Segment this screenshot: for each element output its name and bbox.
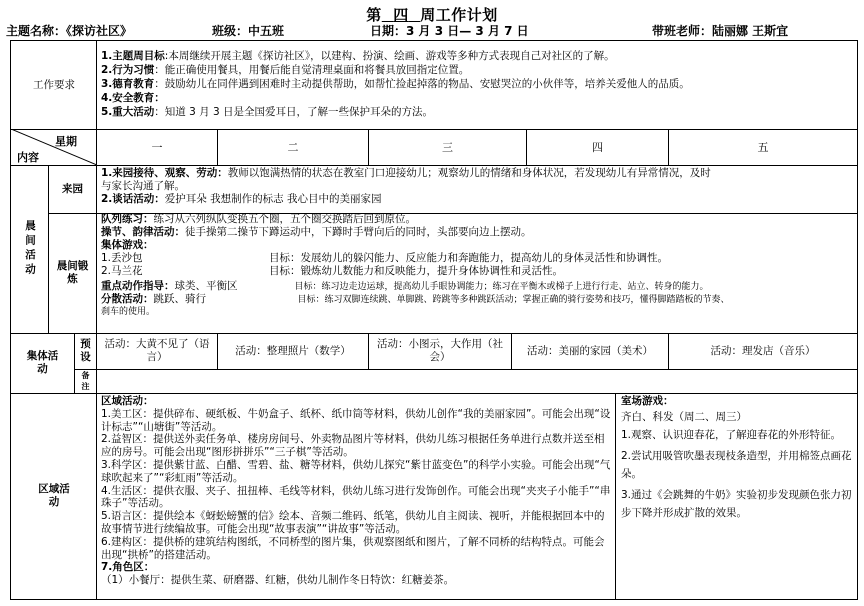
weekday-thursday: 四 bbox=[592, 141, 603, 154]
area-item-language: 5.语言区：提供绘本《蚜蚣螃蟹的信》绘本、音频二维码、纸笔，供幼儿自主阅读、视听，并能根据回本中的故事情节进行续编故事。可能会出现“故事表演”“讲故事”等活动。 bbox=[101, 510, 605, 535]
scatter-activity-cont: 刹车的使用。 bbox=[101, 307, 156, 317]
room-games bbox=[621, 395, 853, 522]
work-requirements-label: 工作要求 bbox=[33, 78, 75, 91]
requirement-4: 4.安全教育： bbox=[101, 92, 165, 104]
area-item-restaurant: （1）小餐厅：提供生菜、研磨器、红糖，供幼儿制作冬日特饮：红糖姜茶。 bbox=[101, 574, 455, 587]
group-activity-friday: 活动：理发店（音乐） bbox=[710, 344, 816, 357]
queue-practice: 队列练习：练习从六列纵队变换五个圈，五个圈交换踏后回到原位。 bbox=[101, 213, 416, 225]
group-activity-wednesday: 活动：小图示，大作用（社会） bbox=[377, 338, 503, 363]
requirement-3: 3.德育教育：鼓励幼儿在同伴遇到困难时主动提供帮助，如帮忙捡起掉落的物品、安慰哭泣的小伙伴等，培养关爱他人的品质。 bbox=[101, 78, 690, 90]
room-games-title: 室场游戏： bbox=[621, 395, 674, 407]
arrival-label: 来园 bbox=[62, 182, 83, 195]
theme-name: 主题名称：《探访社区》 bbox=[6, 24, 133, 38]
weekday-corner-label: 星期 bbox=[55, 135, 77, 148]
room-game-2: 2.尝试用吸管吹墨表现枝条造型，并用棉签点画花朵。 bbox=[621, 450, 852, 480]
title-prefix: 第 bbox=[366, 6, 382, 24]
weekday-friday: 五 bbox=[757, 141, 769, 154]
group-game-2: 2.马兰花 目标：锻炼幼儿数能力和反映能力，提升身体协调性和灵活性。 bbox=[101, 265, 563, 277]
requirement-2: 2.行为习惯：能正确使用餐具，用餐后能自觉清理桌面和将餐具放回指定位置。 bbox=[101, 64, 470, 76]
group-activity-tuesday: 活动：整理照片（数学） bbox=[235, 344, 351, 357]
area-item-science: 3.科学区：提供紫甘蓝、白醋、雪碧、盐、糖等材料，供幼儿探究“紫甘蓝变色”的科学小实验。可能会出现“气球吹起来了”“彩虹雨”等活动。 bbox=[101, 458, 611, 484]
area-activity-content bbox=[101, 395, 613, 587]
weekday-monday: 一 bbox=[151, 141, 163, 154]
group-game-title: 集体游戏： bbox=[101, 239, 154, 251]
scatter-activity: 分散活动：跳跃、骑行 目标：练习双脚连续跳、单脚跳、跨跳等多种跳跃活动；掌握正确的骑行姿势和技巧，懂得脚踏踏板的节奏、 bbox=[101, 293, 730, 305]
work-requirements-list bbox=[101, 49, 853, 119]
focus-guidance: 重点动作指导：球类、平衡区 目标：练习边走边运球，提高幼儿手眼协调能力；练习在平衡木或梯子上进行行走、站立、转身的能力。 bbox=[101, 280, 709, 292]
teachers: 带班老师：陆丽娜 王斯宜 bbox=[652, 24, 789, 38]
room-game-1: 1.观察、认识迎春花，了解迎春花的外形特征。 bbox=[621, 429, 842, 441]
weekday-wednesday: 三 bbox=[442, 141, 453, 154]
arrival-content bbox=[101, 167, 855, 206]
group-activity-label: 集体活动 bbox=[26, 350, 59, 375]
preset-label: 预设 bbox=[80, 338, 91, 363]
morning-exercise-label: 晨间锻炼 bbox=[56, 260, 89, 285]
plan-table bbox=[10, 40, 858, 600]
area-title: 区域活动： bbox=[101, 395, 154, 407]
title-suffix: 周工作计划 bbox=[420, 6, 498, 24]
arrival-line-2: 与家长沟通了解。 bbox=[101, 180, 185, 192]
rhythm-activity: 操节、韵律活动：徒手操第二操节下蹲运动中，下蹲时手臂向后的同时，头部要向边上摆动。 bbox=[101, 226, 532, 238]
class-name: 班级：中五班 bbox=[212, 24, 285, 38]
area-item-life: 4.生活区：提供衣服、夹子、扭扭棒、毛线等材料，供幼儿练习进行发饰创作。可能会出现“夹夹子小能手”“串珠子”等活动。 bbox=[101, 484, 611, 510]
group-activity-monday: 活动：大黄不见了（语言） bbox=[104, 338, 210, 363]
arrival-line-1: 1.来园接待、观察、劳动：教师以饱满热情的状态在教室门口迎接幼儿；观察幼儿的情绪和身体状况，若发现幼儿有异常情况，及时 bbox=[101, 167, 711, 179]
exercise-content bbox=[101, 213, 855, 318]
morning-activity-label: 晨间活动 bbox=[24, 220, 36, 278]
room-game-3: 3.通过《会跳舞的牛奶》实验初步发现颜色张力初步下降并形成扩散的效果。 bbox=[621, 489, 852, 519]
room-games-intro: 齐白、科发（周二、周三） bbox=[621, 411, 747, 423]
content-corner-label: 内容 bbox=[17, 151, 39, 164]
group-activity-thursday: 活动：美丽的家园（美术） bbox=[527, 344, 653, 357]
area-item-puzzle: 2.益智区：提供送外卖任务单、楼房房间号、外卖物品图片等材料，供幼儿练习根据任务单进行点数并送至相应的房号。可能会出现“图形拼拼乐”“三子棋”等活动。 bbox=[101, 433, 605, 459]
requirement-5: 5.重大活动：知道 3 月 3 日是全国爱耳日，了解一些保护耳朵的方法。 bbox=[101, 106, 434, 118]
area-item-role: 7.角色区： bbox=[101, 561, 155, 574]
plan-info-bar bbox=[6, 22, 858, 40]
requirement-1: 1.主题周目标:本周继续开展主题《探访社区》，以建构、扮演、绘画、游戏等多种方式表现自己对社区的了解。 bbox=[101, 50, 615, 62]
date-range: 日期：3 月 3 日— 3 月 7 日 bbox=[370, 24, 529, 38]
area-activity-label: 区域活动 bbox=[38, 483, 70, 508]
week-number: 四 bbox=[393, 6, 409, 24]
weekday-tuesday: 二 bbox=[287, 141, 299, 154]
group-game-1: 1.丢沙包 目标：发展幼儿的躲闪能力、反应能力和奔跑能力，提高幼儿的身体灵活性和协调性。 bbox=[101, 252, 668, 264]
area-item-art: 1.美工区：提供碎布、硬纸板、牛奶盒子、纸杯、纸巾筒等材料，供幼儿创作“我的美丽家园”。可能会出现“设计标志”“山塘街”等活动。 bbox=[101, 407, 611, 433]
area-item-construction: 6.建构区：提供桥的建筑结构图纸，不同桥型的图片集，供观察图纸和图片，了解不同桥的结构特点。可能会出现“拱桥”的搭建活动。 bbox=[101, 535, 605, 561]
note-label: 备注 bbox=[81, 371, 90, 391]
arrival-line-3: 2.谈话活动：爱护耳朵 我想制作的标志 我心目中的美丽家园 bbox=[101, 193, 382, 205]
